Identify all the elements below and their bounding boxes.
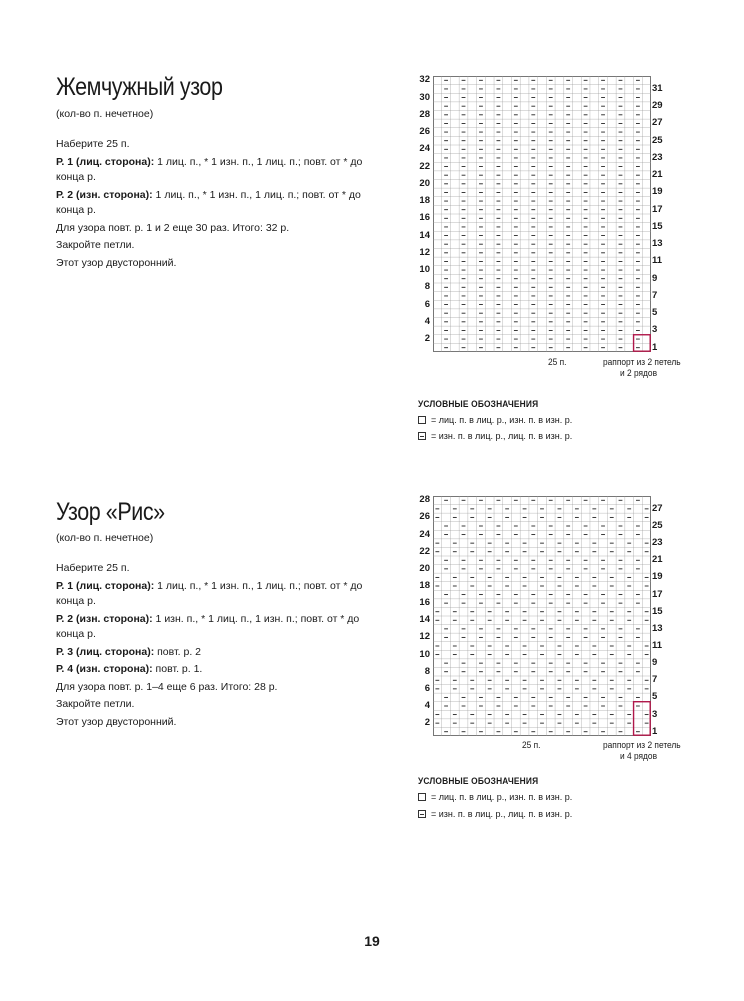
row-number: 25 [652,134,663,146]
row-number: 5 [652,307,658,319]
dash-square-icon [418,432,426,440]
row-number: 9 [652,657,658,669]
instruction-line [56,155,376,186]
legend-item-label: = лиц. п. в лиц. р., изн. п. в изн. р. [431,792,573,802]
pattern-instructions [56,137,376,273]
row-number: 32 [419,74,430,86]
row-number: 9 [652,272,658,284]
row-number: 1 [652,341,658,353]
stitch-chart [433,76,651,352]
row-number: 18 [419,580,430,591]
row-number: 13 [652,238,663,250]
row-number: 6 [424,298,430,310]
row-number: 26 [419,511,430,523]
instruction-line [56,645,376,661]
instruction-line [56,137,376,153]
row-number: 17 [652,203,663,215]
chart-repeat-caption: раппорт из 2 петель [603,357,681,368]
instruction-text: Закройте петли. [56,698,135,710]
instruction-text: Наберите 25 п. [56,562,130,574]
instruction-text: Наберите 25 п. [56,138,130,150]
instruction-line [56,238,376,254]
instruction-text: Этот узор двусторонний. [56,715,177,728]
instruction-row-label: Р. 1 (лиц. сторона): [56,579,155,592]
chart-stitch-caption: 25 п. [522,740,541,751]
instruction-text: Закройте петли. [56,239,135,251]
instruction-text: Для узора повт. р. 1 и 2 еще 30 раз. Итого: 32 р. [56,221,290,234]
instruction-row-label: Р. 3 (лиц. сторона): [56,645,155,658]
legend-item-knit [418,415,572,425]
row-number: 2 [424,333,430,345]
instruction-text: 1 лиц. п., * 1 изн. п., 1 лиц. п.; повт. от * до конца р. [56,579,363,607]
legend-title: УСЛОВНЫЕ ОБОЗНАЧЕНИЯ [418,399,539,410]
row-number: 11 [652,640,663,651]
instruction-row-label: Р. 2 (изн. сторона): [56,612,153,625]
instruction-text: Этот узор двусторонний. [56,256,177,269]
instruction-text: Для узора повт. р. 1–4 еще 6 раз. Итого: 28 р. [56,680,278,693]
blank-square-icon [418,793,426,801]
instruction-line [56,188,376,219]
row-number: 15 [652,220,663,232]
row-number: 24 [419,143,430,155]
legend-item-label: = изн. п. в лиц. р., лиц. п. в изн. р. [431,431,573,441]
row-number: 22 [419,160,430,172]
instruction-line [56,579,376,610]
row-number: 17 [652,588,663,600]
chart-repeat-caption-rows: и 4 рядов [620,751,658,762]
instruction-line [56,561,376,577]
instruction-line [56,662,376,678]
row-number: 28 [419,108,430,120]
row-number: 21 [652,554,663,566]
pattern-title: Узор «Рис» [56,498,165,526]
row-number: 1 [652,725,658,737]
row-number: 19 [652,186,663,198]
legend-item-purl [418,431,572,441]
legend-item-knit [418,792,572,802]
row-number: 7 [652,289,658,301]
row-number: 14 [419,229,430,241]
blank-square-icon [418,416,426,424]
row-number: 20 [419,177,430,189]
row-number: 24 [419,528,430,540]
row-number: 3 [652,324,658,336]
instruction-text: 1 лиц. п., * 1 изн. п., 1 лиц. п.; повт. от * до конца р. [56,188,361,216]
instruction-text: 1 лиц. п., * 1 изн. п., 1 лиц. п.; повт. от * до конца р. [56,155,363,183]
instruction-text: повт. р. 2 [154,645,201,658]
page-number: 19 [364,933,380,949]
legend-item-label: = лиц. п. в лиц. р., изн. п. в изн. р. [431,415,573,425]
dash-square-icon [418,810,426,818]
legend-item-label: = изн. п. в лиц. р., лиц. п. в изн. р. [431,809,573,819]
stitch-chart [433,496,651,736]
row-number: 19 [652,571,663,583]
instruction-line [56,715,376,731]
instruction-line [56,221,376,237]
instruction-row-label: Р. 4 (изн. сторона): [56,663,153,675]
row-number: 21 [652,169,663,181]
row-number: 10 [419,264,430,276]
instruction-text: 1 изн. п., * 1 лиц. п., 1 изн. п.; повт. от * до конца р. [56,612,360,640]
instruction-row-label: Р. 1 (лиц. сторона): [56,155,155,168]
row-number: 27 [652,117,663,129]
row-number: 29 [652,100,663,112]
row-number: 6 [424,682,430,694]
chart-repeat-caption: раппорт из 2 петель [603,740,681,751]
row-number: 4 [424,315,430,327]
row-number: 8 [424,281,430,293]
row-number: 20 [419,562,430,574]
row-number: 5 [652,691,658,703]
row-number: 15 [652,605,663,617]
legend-title: УСЛОВНЫЕ ОБОЗНАЧЕНИЯ [418,776,539,787]
row-number: 7 [652,674,658,686]
row-number: 23 [652,151,663,163]
row-number: 12 [419,246,430,258]
row-number: 16 [419,212,430,224]
instruction-line [56,612,376,643]
instruction-line [56,697,376,713]
row-number: 28 [419,494,430,506]
row-number: 31 [652,82,663,94]
row-number: 16 [419,597,430,609]
row-number: 10 [419,648,430,660]
row-number: 4 [424,700,430,711]
row-number: 12 [419,631,430,643]
legend-item-purl [418,809,572,819]
row-number: 25 [652,520,663,531]
row-number: 11 [652,255,663,267]
row-number: 18 [419,195,430,207]
instruction-line [56,680,376,696]
row-number: 23 [652,537,663,549]
row-number: 14 [419,614,430,626]
chart-repeat-caption-rows: и 2 рядов [620,368,658,379]
row-number: 8 [424,665,430,677]
pattern-subtitle: (кол-во п. нечетное) [56,532,154,544]
pattern-instructions [56,561,376,732]
instruction-line [56,256,376,272]
row-number: 27 [652,502,663,514]
row-number: 3 [652,708,658,720]
instruction-text: повт. р. 1. [152,663,203,675]
row-number: 2 [424,717,430,729]
row-number: 13 [652,622,663,634]
row-number: 26 [419,126,430,138]
pattern-title: Жемчужный узор [56,73,223,101]
pattern-subtitle: (кол-во п. нечетное) [56,108,154,120]
row-number: 22 [419,545,430,557]
row-number: 30 [419,91,430,103]
instruction-row-label: Р. 2 (изн. сторона): [56,188,153,201]
chart-stitch-caption: 25 п. [548,357,567,368]
